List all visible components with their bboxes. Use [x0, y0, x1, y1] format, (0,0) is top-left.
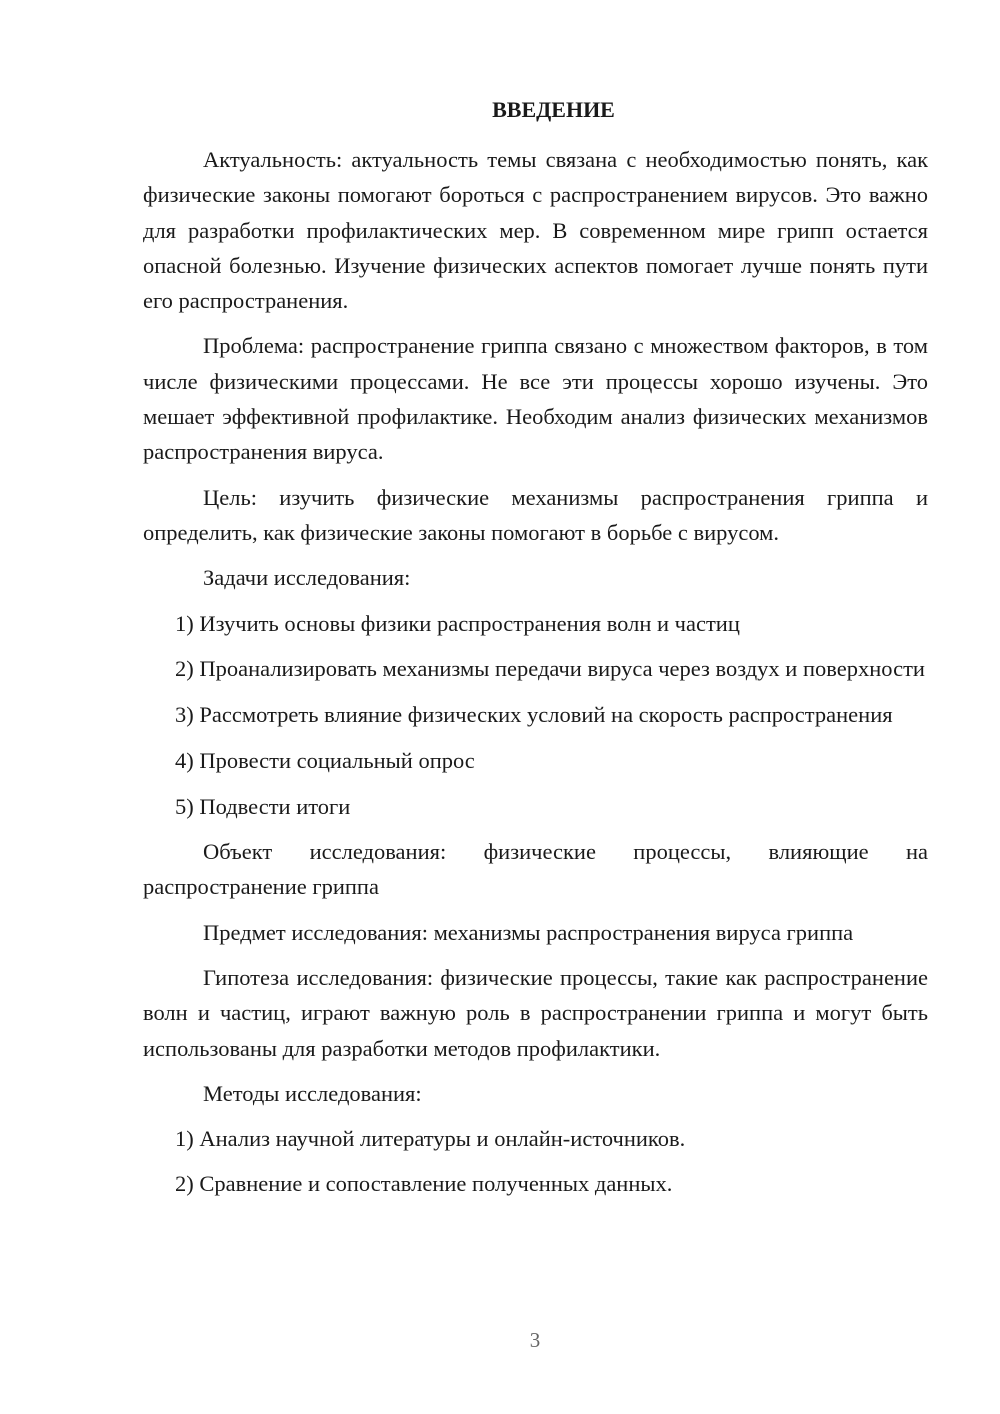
task-item: 4) Провести социальный опрос — [175, 748, 475, 774]
tasks-heading: Задачи исследования: — [203, 565, 411, 591]
task-item: 5) Подвести итоги — [175, 793, 351, 819]
method-item: 2) Сравнение и сопоставление полученных данных. — [175, 1171, 673, 1197]
section-title: ВВЕДЕНИЕ — [492, 97, 615, 122]
method-item: 1) Анализ научной литературы и онлайн-источников. — [175, 1126, 686, 1152]
relevance-paragraph: Актуальность: актуальность темы связана с необходимостью понять, как физические законы помогают бороться с распространением вирусов. Это важно для разработки профилактических мер. В современном мире грипп остается опасной болезнью. Изучение физических аспектов помогает лучше понять пути его распространения. — [143, 147, 928, 314]
methods-heading: Методы исследования: — [203, 1080, 422, 1106]
task-item: 3) Рассмотреть влияние физических условий на скорость распространения — [175, 702, 893, 728]
goal-paragraph: Цель: изучить физические механизмы распространения гриппа и определить, как физические законы помогают в борьбе с вирусом. — [143, 484, 928, 545]
task-item: 1) Изучить основы физики распространения волн и частиц — [175, 610, 740, 636]
hypothesis-paragraph: Гипотеза исследования: физические процессы, такие как распространение волн и частиц, играют важную роль в распространении гриппа и могут быть использованы для разработки методов профилактики. — [143, 964, 928, 1061]
object-paragraph: Объект исследования: физические процессы, влияющие на распространение гриппа — [143, 839, 928, 900]
task-item: 2) Проанализировать механизмы передачи вируса через воздух и поверхности — [175, 655, 925, 681]
subject-paragraph: Предмет исследования: механизмы распространения вируса гриппа — [203, 919, 854, 945]
page-number: 3 — [529, 1328, 541, 1352]
document-page — [143, 92, 928, 1202]
problem-paragraph: Проблема: распространение гриппа связано с множеством факторов, в том числе физическими процессами. Не все эти процессы хорошо изучены. Это мешает эффективной профилактике. Необходим анализ физических механизмов распространения вируса. — [143, 333, 928, 465]
